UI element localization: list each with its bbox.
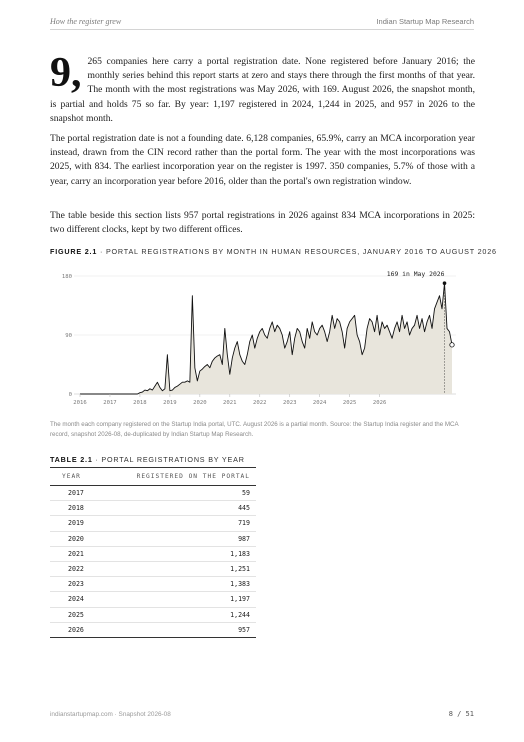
table-row (50, 577, 256, 592)
header-rule (50, 29, 474, 30)
cell-count: 1,251 (96, 561, 256, 576)
column-header-year: YEAR (50, 468, 96, 486)
x-tick-label: 2019 (163, 400, 177, 406)
x-tick-label: 2017 (103, 400, 117, 406)
cell-year: 2018 (50, 501, 96, 516)
cell-count: 1,183 (96, 546, 256, 561)
table-body (50, 486, 256, 638)
y-tick-label: 180 (61, 274, 72, 280)
table-row (50, 546, 256, 561)
figure-note: The month each company registered on the Startup India portal, UTC. August 2026 is a partial month. Source: the Startup India register and the MCA record, snapshot 2026-08, de-duplicated by Indian Startup Map Research. (50, 421, 459, 439)
figure-title: · PORTAL REGISTRATIONS BY MONTH IN HUMAN RESOURCES, JANUARY 2016 TO AUGUST 2026 (97, 247, 497, 256)
cell-year: 2023 (50, 577, 96, 592)
cell-year: 2021 (50, 546, 96, 561)
y-tick-label: 90 (65, 333, 72, 339)
paragraph-1 (50, 50, 475, 126)
cell-count: 1,244 (96, 607, 256, 622)
paragraph-1-text: 265 companies here carry a portal registration date. None registered before January 2016; the monthly series behind this report starts at zero and stays there through the first months of that year. The month with the most registrations was May 2026, with 169. August 2026, the snapshot month, is partial and holds 75 so far. By year: 1,197 registered in 2024, 1,244 in 2025, and 957 in 2026 to the snapshot month. (50, 56, 475, 124)
y-axis-ticks (62, 274, 72, 398)
x-tick-label: 2023 (282, 400, 297, 406)
paragraph-3: The table beside this section lists 957 portal registrations in 2026 against 834 MCA incorporations in 2025: two different clocks, kept by two different offices. (50, 210, 475, 236)
footer-left: indianstartupmap.com · Snapshot 2026-08 (50, 711, 171, 718)
cell-year: 2024 (50, 592, 96, 607)
table-row (50, 531, 256, 546)
table-caption (50, 455, 245, 464)
table-row (50, 592, 256, 607)
x-tick-label: 2016 (73, 400, 87, 406)
x-tick-label: 2026 (372, 400, 387, 406)
x-tick-label: 2022 (253, 400, 267, 406)
x-axis-ticks (73, 394, 386, 406)
cell-year: 2025 (50, 607, 96, 622)
y-tick-label: 0 (68, 392, 72, 398)
table-row (50, 486, 256, 501)
figure-label: FIGURE 2.1 (50, 247, 98, 256)
table-row (50, 501, 256, 516)
table-row (50, 607, 256, 622)
cell-year: 2019 (50, 516, 96, 531)
table-title: · PORTAL REGISTRATIONS BY YEAR (92, 455, 245, 464)
partial-month-marker (450, 343, 454, 347)
page-number: 8 / 51 (448, 710, 474, 718)
running-header-left: How the register grew (50, 17, 122, 26)
x-tick-label: 2024 (312, 400, 327, 406)
cell-count: 719 (96, 516, 256, 531)
cell-count: 59 (96, 486, 256, 501)
column-header-count: REGISTERED ON THE PORTAL (96, 468, 256, 486)
cell-year: 2026 (50, 622, 96, 637)
peak-marker (443, 281, 447, 285)
registrations-chart (50, 262, 475, 412)
x-tick-label: 2018 (133, 400, 147, 406)
table-row (50, 622, 256, 637)
cell-year: 2022 (50, 561, 96, 576)
registrations-table (50, 467, 256, 638)
x-tick-label: 2020 (193, 400, 207, 406)
cell-count: 987 (96, 531, 256, 546)
table-row (50, 516, 256, 531)
x-tick-label: 2025 (342, 400, 357, 406)
cell-count: 957 (96, 622, 256, 637)
table-row (50, 561, 256, 576)
running-header-right: Indian Startup Map Research (376, 17, 474, 26)
table-header-row (50, 468, 256, 486)
peak-annotation: 169 in May 2026 (386, 270, 445, 279)
cell-year: 2017 (50, 486, 96, 501)
table-label: TABLE 2.1 (50, 455, 93, 464)
cell-count: 1,383 (96, 577, 256, 592)
series-area (80, 283, 452, 394)
x-tick-label: 2021 (223, 400, 237, 406)
drop-cap: 9, (50, 50, 82, 96)
cell-count: 445 (96, 501, 256, 516)
cell-year: 2020 (50, 531, 96, 546)
paragraph-2: The portal registration date is not a founding date. 6,128 companies, 65.9%, carry an MCA incorporation year instead, drawn from the CIN record rather than the portal form. The year with the most incorporations was 2025, with 834. The earliest incorporation year on the register is 1997. 350 companies, 5.7% of those with a year, carry an incorporation year before 2016, older than the portal's own registration window. (50, 133, 475, 187)
cell-count: 1,197 (96, 592, 256, 607)
figure-caption (50, 247, 497, 256)
